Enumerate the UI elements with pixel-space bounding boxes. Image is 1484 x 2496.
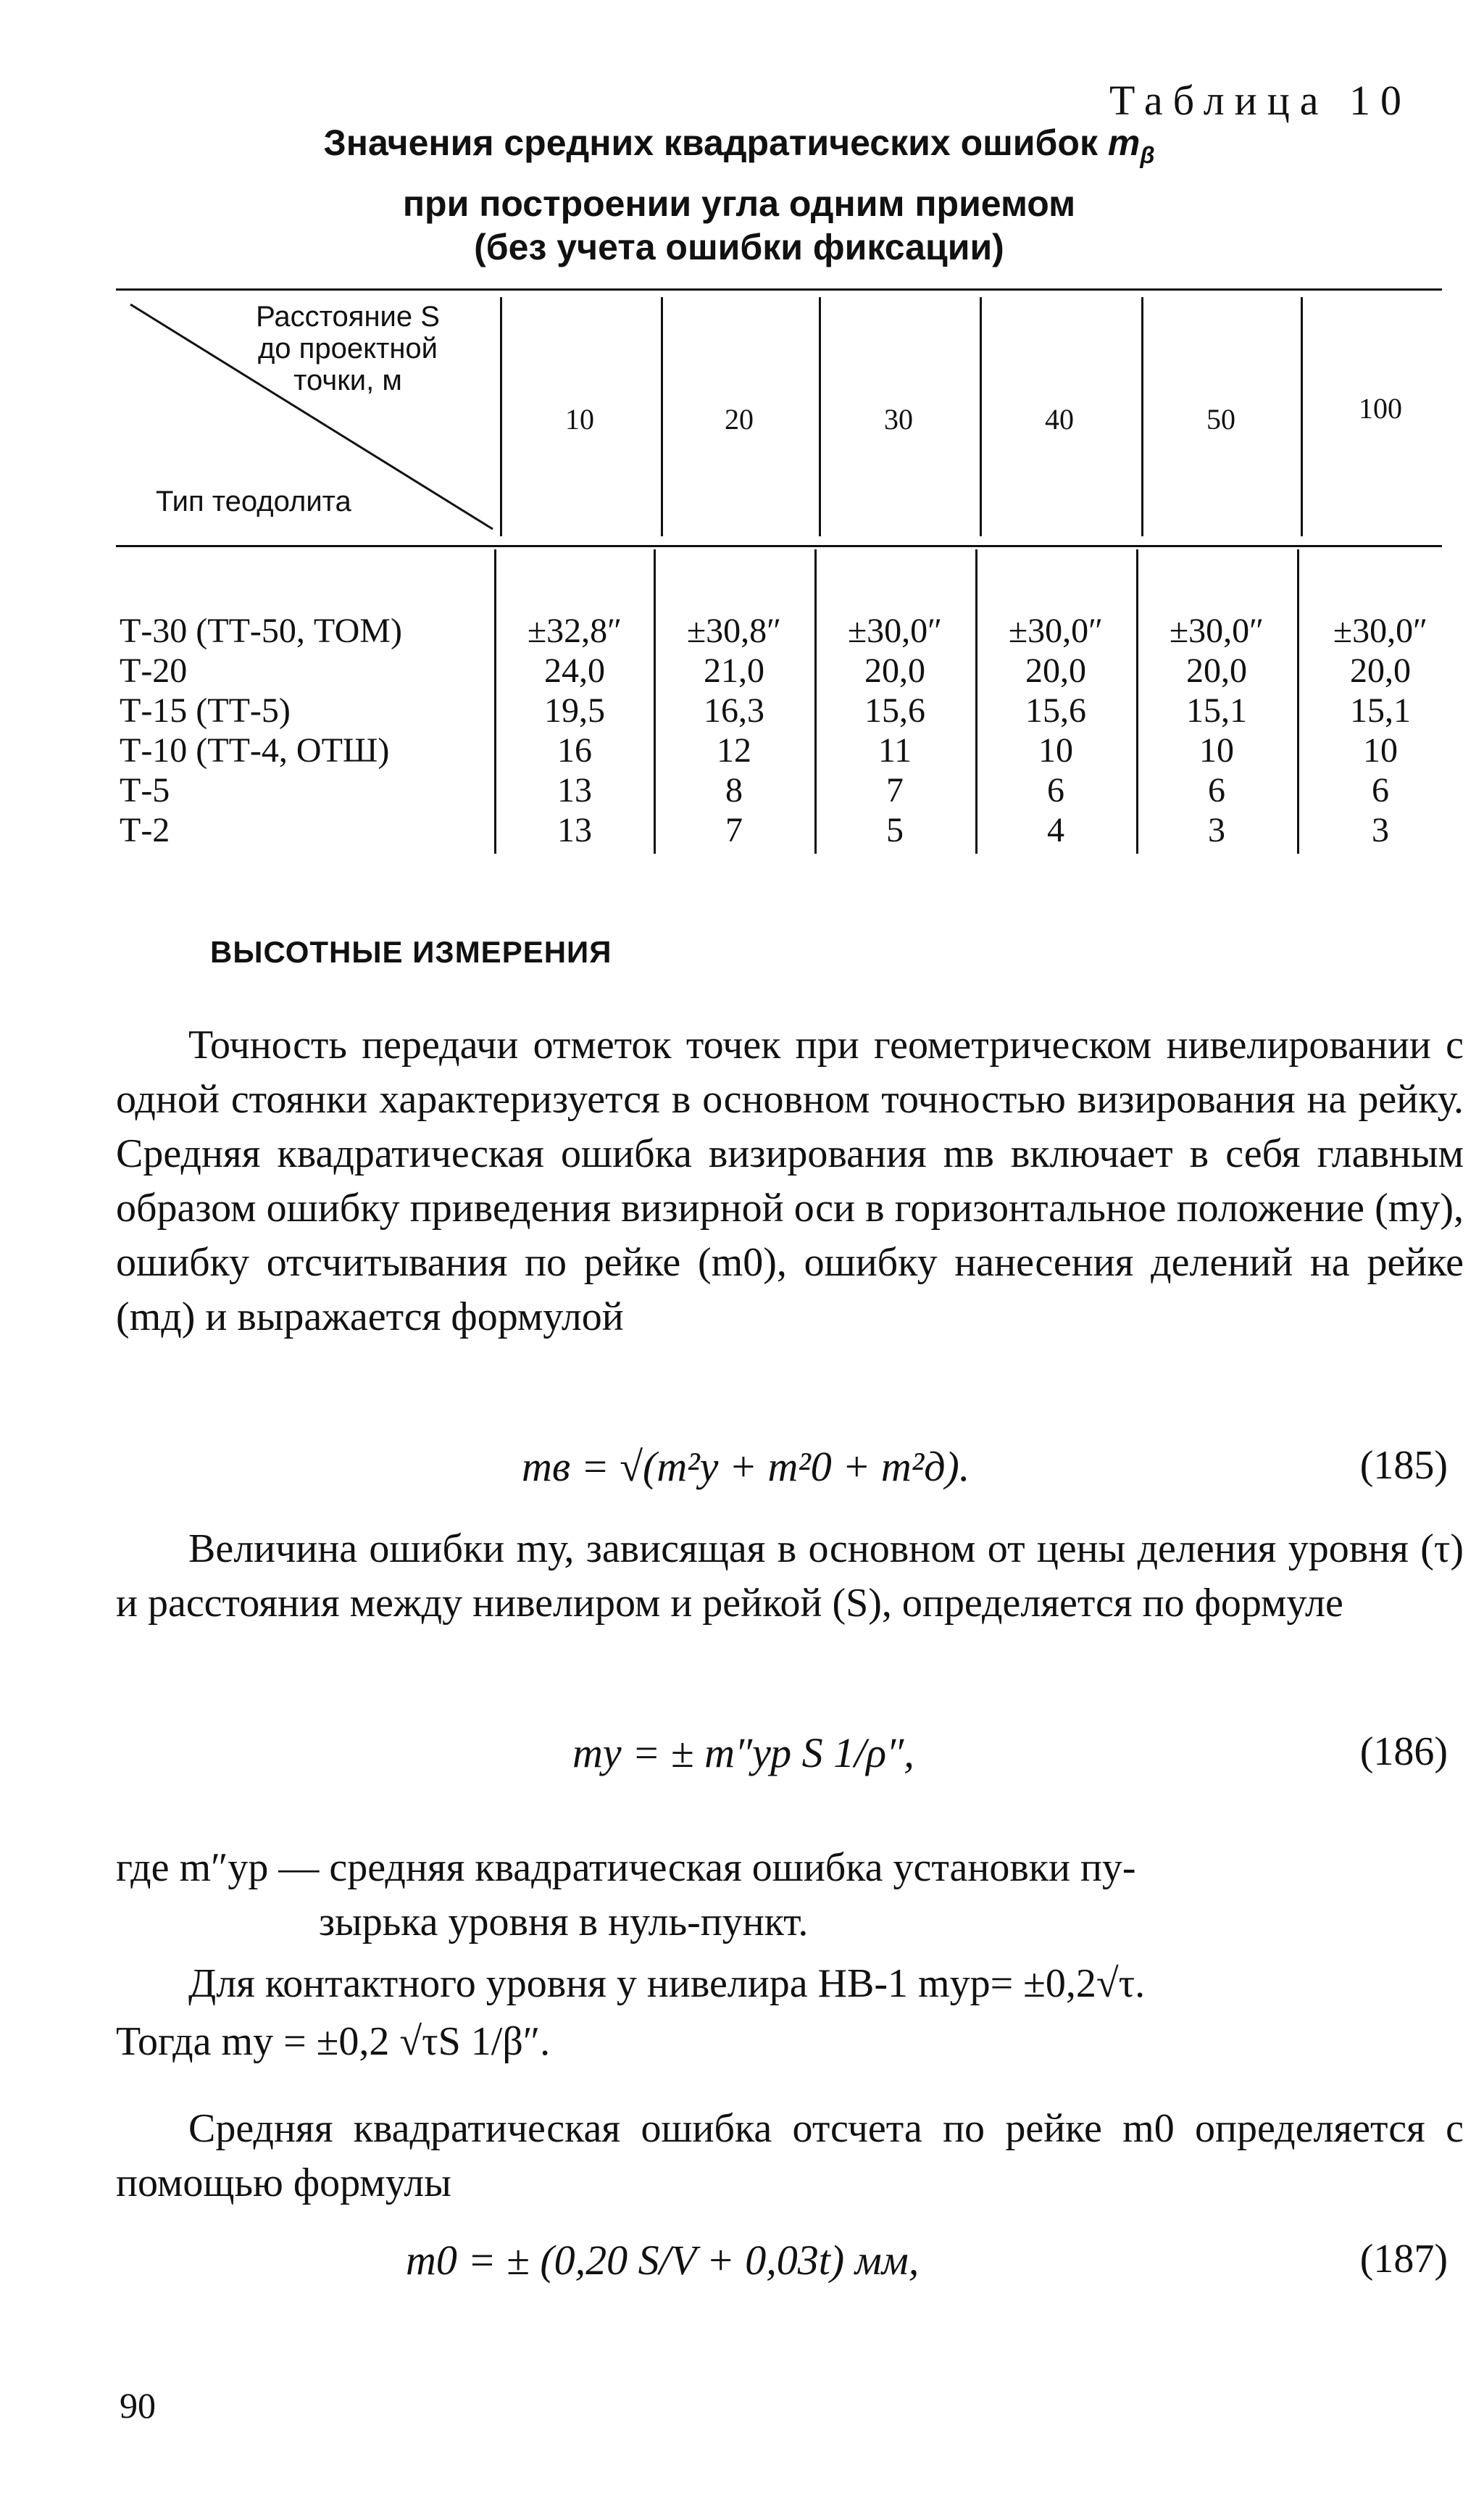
col-separator [1141,297,1143,536]
theodolite-type: Т-30 (ТТ-50, ТОМ) [120,612,402,650]
paragraph-4-line-1: Для контактного уровня у нивелира НВ-1 mур= ±0,2√τ. [188,1961,1146,2006]
theodolite-type: Т-10 (ТТ-4, ОТШ) [120,731,390,770]
theodolite-type: Т-5 [120,771,170,810]
col-separator [1301,297,1303,536]
table-number: Таблица 10 [1109,77,1412,124]
formula-187: m0 = ± (0,20 S/V + 0,03t) мм, [406,2237,920,2284]
table-caption-line-3: (без учета ошибки фиксации) [474,227,1004,267]
paragraph-1: Точность передачи отметок точек при геометрическом нивелировании с одной стоянки характеризуется в основном точностью визирования на рейку. Средняя квадратическая ошибка визирования mв включает в себя главным образом ошибку приведения визирной оси в горизонтальное положение (mу), ошибку отсчитывания по рейке (m0), ошибку нанесения делений на рейке (mд) и выражается формулой [116,1023,1464,1339]
col-separator [819,297,821,536]
col-separator [661,297,663,536]
formula-186: mу = ± m″ур S 1/ρ″, [572,1729,914,1776]
formula-185: mв = √(m²у + m²0 + m²д). [522,1443,970,1490]
theodolite-type: Т-2 [120,811,170,849]
paragraph-2: Величина ошибки mу, зависящая в основном от цены деления уровня (τ) и расстояния между нивелиром и рейкой (S), определяется по формуле [116,1526,1464,1626]
table-row: Т-15 (ТТ-5) 19,5 16,3 15,6 15,6 15,1 15,1 [120,691,1411,730]
col-separator [980,297,982,536]
table-header-rule [116,545,1442,547]
table-row: Т-2 13 7 5 4 3 3 [120,811,1389,849]
col-header-distance: 100 [1359,392,1402,425]
theodolite-type: Т-20 [120,652,188,690]
corner-header-type: Тип теодолита [156,486,351,517]
page-number: 90 [120,2385,156,2426]
paragraph-5: Средняя квадратическая ошибка отсчета по рейке m0 определяется с помощью формулы [116,2106,1464,2205]
corner-header-distance: Расстояние S до проектной точки, м [256,301,440,396]
col-header-distance: 10 [565,403,594,436]
paragraph-3-line-2: зырька уровня в нуль-пункт. [319,1900,809,1944]
col-header-distance: 40 [1045,403,1074,436]
table-row: Т-20 24,0 21,0 20,0 20,0 20,0 20,0 [120,652,1411,690]
paragraph-4-line-2: Тогда mу = ±0,2 √τS 1/β″. [116,2019,551,2064]
section-heading: ВЫСОТНЫЕ ИЗМЕРЕНИЯ [210,935,612,969]
col-header-distance: 30 [884,403,913,436]
table-caption-line-2: при построении угла одним приемом [402,183,1076,224]
equation-number-185: (185) [1359,1443,1448,1488]
table-row: Т-10 (ТТ-4, ОТШ) 16 12 11 10 10 10 [120,731,1398,770]
col-header-distance: 50 [1206,403,1235,436]
table-row: Т-30 (ТТ-50, ТОМ) ±32,8″ ±30,8″ ±30,0″ ±30,0″ ±30,0″ ±30,0″ [120,612,1428,650]
equation-number-187: (187) [1359,2237,1448,2281]
table-row: Т-5 13 8 7 6 6 6 [120,771,1389,810]
col-separator [500,297,502,536]
theodolite-type: Т-15 (ТТ-5) [120,691,291,730]
table-caption-line-1: Значения средних квадратических ошибок $m_\beta$ [323,122,1155,168]
paragraph-3-line-1: где m″ур — средняя квадратическая ошибка установки пу- [116,1845,1136,1890]
col-header-distance: 20 [725,403,754,436]
equation-number-186: (186) [1359,1729,1448,1774]
